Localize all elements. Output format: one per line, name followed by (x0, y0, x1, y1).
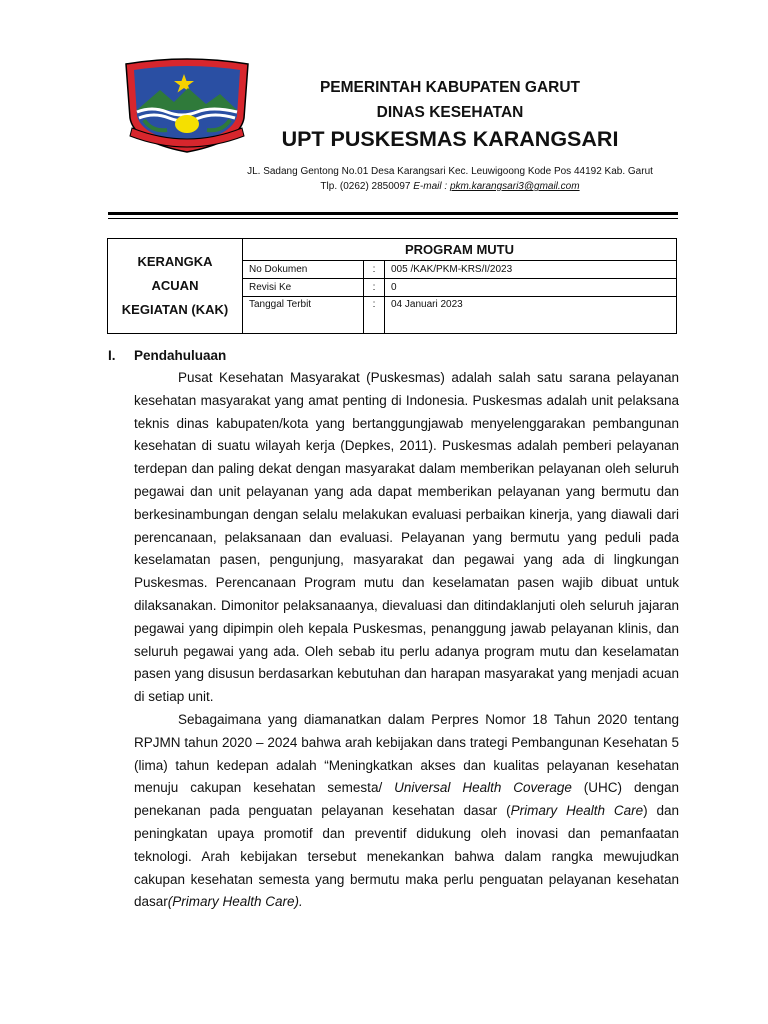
header-department: DINAS KESEHATAN (376, 104, 524, 121)
header-divider-thin (108, 218, 678, 219)
row-separator: : (364, 297, 385, 334)
paragraph-2-text: (UHC) dengan penekanan pada penguatan pelayanan kesehatan dasar ( (134, 780, 680, 819)
section-number: I. (108, 348, 116, 363)
row-label: Revisi Ke (243, 279, 364, 297)
row-separator: : (364, 279, 385, 297)
email-link[interactable]: pkm.karangsari3@gmail.com (449, 181, 580, 192)
section-title: Pendahuluaan (134, 348, 227, 363)
paragraph-1: Pusat Kesehatan Masyarakat (Puskesmas) adalah salah satu sarana pelayanan kesehatan masyarakat yang amat penting di Indonesia. Puskesmas adalah unit pelaksana teknis dinas kabupaten/kota yang bertanggungjawab menyelenggarakan pembangunan kesehatan di suatu wilayah kerja (Depkes, 2011). Puskesmas adalah pemberi pelayanan terdepan dan paling dekat dengan masyarakat dalam memberikan pelayanan oleh seluruh pegawai dan unit pelayanan yang ada dapat memberikan pelayanan yang bermutu dan berkesinambungan dengan selalu melakukan evaluasi perbaikan kinerja, yang diawali dari perencanaan, pelaksanaan dan evaluasi. Pelayanan yang bermutu yang peduli pada keselamatan pasen, pengunjung, masyarakat dan pegawai yang ada di lingkungan Puskesmas. Perencanaan Program mutu dan keselamatan pasen wajib dibuat untuk dilaksanakan. Dimonitor pelaksanaanya, dievaluasi dan ditindaklanjuti oleh seluruh jajaran pegawai yang dipimpin oleh kepala Puskesmas, penanggung jawab pelayanan klinis, dan seluruh pegawai yang ada. Oleh sebab itu perlu adanya program mutu dan keselamatan pasen yang disusun berdasarkan kebutuhan dan harapan masyarakat yang menjadi acuan di setiap unit. (134, 370, 679, 705)
email-label: E-mail : (413, 181, 450, 192)
paragraph-2-text: Sebagaimana yang diamanatkan dalam Perpres Nomor 18 Tahun 2020 tentang RPJMN tahun 2020 – 2024 bahwa arah kebijakan dans trategi Pembangunan Kesehatan 5 (lima) tahun kedepan adalah “Meningkatkan akses dan kualitas pelayanan kesehatan menuju cakupan kesehatan semesta/ (134, 711, 679, 796)
document-info-table (107, 238, 677, 334)
paragraph-2-italic: (Primary Health Care). (167, 894, 303, 910)
row-label: No Dokumen (243, 261, 364, 279)
kak-label-line1: KERANGKA (137, 254, 213, 269)
header-institution: UPT PUSKESMAS KARANGSARI (281, 127, 619, 151)
section-heading (108, 348, 226, 363)
header-address: JL. Sadang Gentong No.01 Desa Karangsari Kec. Leuwigoong Kode Pos 44192 Kab. Garut (247, 166, 653, 177)
row-label: Tanggal Terbit (243, 297, 364, 334)
paragraph-2-italic: Primary Health Care (510, 803, 644, 819)
paragraph-2-text: ) dan peningkatan upaya promotif dan preventif didukung oleh inovasi dan pemanfaatan teknologi. Arah kebijakan tersebut menekankan bahwa dalam rangka mewujudkan cakupan kesehatan semesta yang bermutu maka perlu penguatan pelayanan kesehatan dasar (134, 803, 679, 910)
header-government: PEMERINTAH KABUPATEN GARUT (319, 79, 581, 96)
body-text (134, 367, 679, 914)
kak-label-line2: ACUAN (151, 278, 199, 293)
paragraph-2 (134, 709, 679, 914)
program-title: PROGRAM MUTU (243, 239, 677, 261)
row-value: 04 Januari 2023 (385, 297, 677, 334)
row-value: 005 /KAK/PKM-KRS/I/2023 (385, 261, 677, 279)
paragraph-2-italic: Universal Health Coverage (394, 780, 572, 796)
kak-label-cell (108, 239, 243, 334)
row-value: 0 (385, 279, 677, 297)
phone-text: Tlp. (0262) 2850097 (320, 181, 414, 192)
header-contact (200, 181, 700, 192)
kak-label-line3: KEGIATAN (KAK) (121, 302, 229, 317)
row-separator: : (364, 261, 385, 279)
header-divider-thick (108, 212, 678, 215)
